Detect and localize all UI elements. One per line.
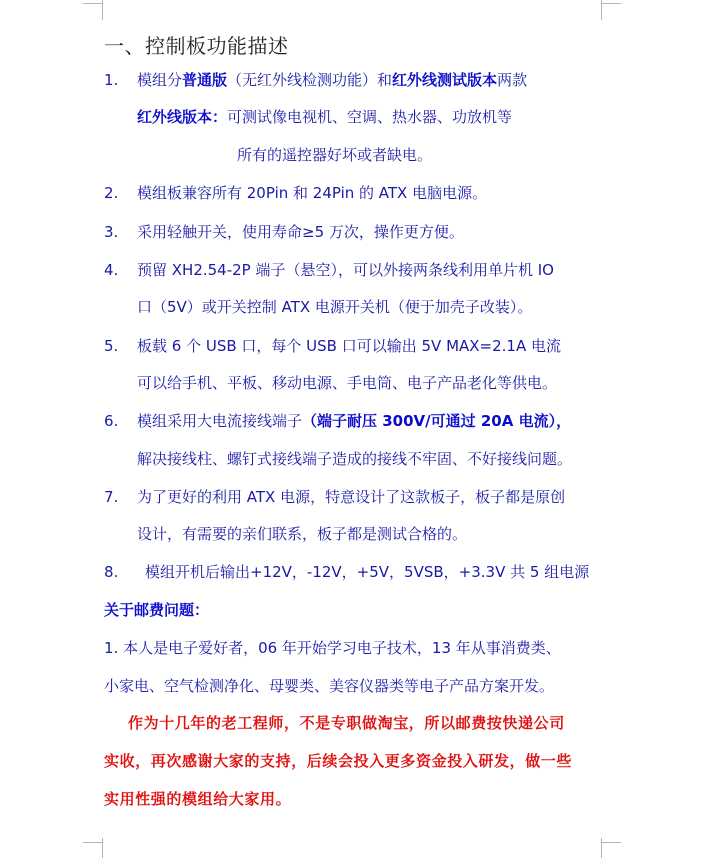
crop-mark-br-h bbox=[601, 842, 621, 843]
item-number: 2. bbox=[104, 184, 119, 202]
item-2-text: 模组板兼容所有 20Pin 和 24Pin 的 ATX 电脑电源。 bbox=[137, 184, 488, 202]
shipping-note-line-2: 实收，再次感谢大家的支持，后续会投入更多资金投入研发，做一些 bbox=[104, 752, 573, 770]
item-number: 1. bbox=[104, 71, 119, 89]
shipping-note-line-3: 实用性强的模组给大家用。 bbox=[104, 790, 292, 808]
item-6-pre: 模组采用大电流接线端子 bbox=[137, 412, 303, 430]
crop-mark-br-v bbox=[601, 838, 602, 858]
ir-version-line bbox=[137, 107, 512, 127]
item-3-text: 采用轻触开关，使用寿命≥5 万次，操作更方便。 bbox=[137, 223, 464, 241]
item-8-text: 模组开机后输出+12V，-12V，+5V，5VSB，+3.3V 共 5 组电源 bbox=[145, 563, 590, 581]
item-1-mid: （无红外线检测功能）和 bbox=[227, 71, 393, 89]
item-5-text: 板载 6 个 USB 口，每个 USB 口可以输出 5V MAX=2.1A 电流 bbox=[137, 337, 562, 355]
shipping-note-line-1: 作为十几年的老工程师，不是专职做淘宝，所以邮费按快递公司 bbox=[128, 714, 565, 732]
ir-version-cont: 所有的遥控器好坏或者缺电。 bbox=[237, 146, 433, 164]
shipping-para-line-2: 小家电、空气检测净化、母婴类、美容仪器类等电子产品方案开发。 bbox=[104, 677, 555, 695]
crop-mark-bl-v bbox=[102, 838, 103, 858]
item-number: 7. bbox=[104, 488, 119, 506]
item-7-cont: 设计，有需要的亲们联系，板子都是测试合格的。 bbox=[137, 525, 468, 543]
crop-mark-bl-h bbox=[83, 842, 103, 843]
crop-mark-tr-h bbox=[601, 3, 621, 4]
item-1-bold-ir: 红外线测试版本 bbox=[392, 71, 498, 89]
section-heading: 一、控制板功能描述 bbox=[104, 34, 289, 58]
item-number: 5. bbox=[104, 337, 119, 355]
crop-mark-tr-v bbox=[601, 0, 602, 20]
item-1-pre: 模组分 bbox=[137, 71, 183, 89]
item-1-text bbox=[137, 70, 527, 90]
item-5-cont: 可以给手机、平板、移动电源、手电筒、电子产品老化等供电。 bbox=[137, 374, 558, 392]
crop-mark-tl-v bbox=[102, 0, 103, 20]
item-number: 8. bbox=[104, 563, 119, 581]
crop-mark-tl-h bbox=[83, 3, 103, 4]
item-4-cont: 口（5V）或开关控制 ATX 电源开关机（便于加壳子改装）。 bbox=[137, 298, 533, 316]
item-6-cont: 解决接线柱、螺钉式接线端子造成的接线不牢固、不好接线问题。 bbox=[137, 450, 573, 468]
item-7-text: 为了更好的利用 ATX 电源，特意设计了这款板子，板子都是原创 bbox=[137, 488, 566, 506]
item-number: 6. bbox=[104, 412, 119, 430]
item-number: 4. bbox=[104, 261, 119, 279]
ir-version-label: 红外线版本： bbox=[137, 108, 228, 126]
item-4-text: 预留 XH2.54-2P 端子（悬空），可以外接两条线利用单片机 IO bbox=[137, 261, 554, 279]
item-1-bold-normal: 普通版 bbox=[182, 71, 228, 89]
ir-version-text: 可测试像电视机、空调、热水器、功放机等 bbox=[227, 108, 513, 126]
shipping-para-line-1: 1. 本人是电子爱好者，06 年开始学习电子技术，13 年从事消费类、 bbox=[104, 639, 561, 657]
item-6-text bbox=[137, 411, 571, 431]
shipping-title: 关于邮费问题： bbox=[104, 601, 210, 619]
item-number: 3. bbox=[104, 223, 119, 241]
item-1-post: 两款 bbox=[497, 71, 528, 89]
item-6-bold: （端子耐压 300V/可通过 20A 电流）， bbox=[302, 412, 572, 430]
